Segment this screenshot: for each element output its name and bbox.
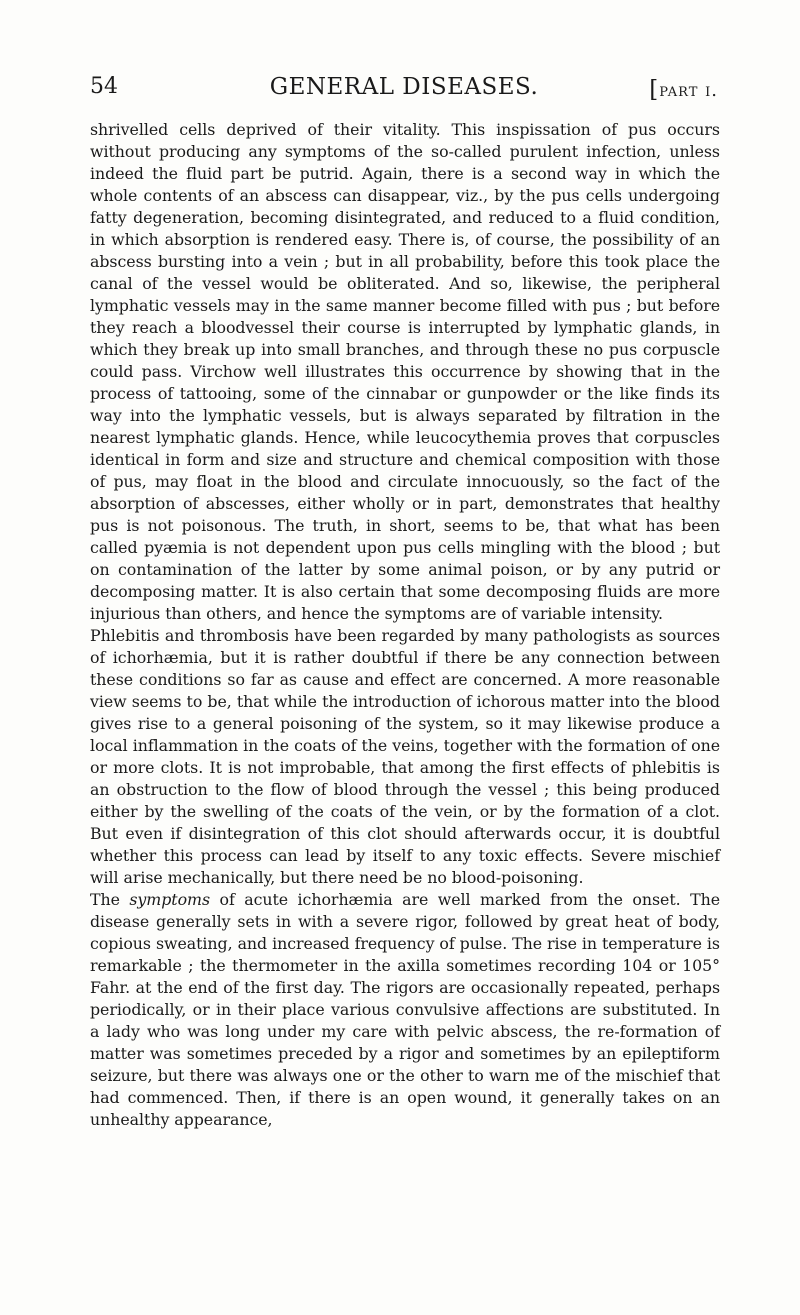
paragraph-3-prefix: The (90, 890, 130, 909)
body-text (90, 119, 720, 1131)
running-head (90, 74, 718, 104)
part-label-text: part i. (659, 80, 718, 101)
running-title: GENERAL DISEASES. (269, 74, 539, 100)
paragraph-1: shrivelled cells deprived of their vitality. This inspissation of pus occurs without producing any symptoms of the so-called purulent infection, unless indeed the fluid part be putrid. Again, there is a second way in which the whole contents of an abscess can disappear, viz., by the pus cells undergoing fatty degeneration, becoming disintegrated, and reduced to a fluid condition, in which absorption is rendered easy. There is, of course, the possibility of an abscess bursting into a vein ; but in all probability, before this took place the canal of the vessel would be obliterated. And so, likewise, the peripheral lymphatic vessels may in the same manner become filled with pus ; but before they reach a bloodvessel their course is interrupted by lymphatic glands, in which they break up into small branches, and through these no pus corpuscle could pass. Virchow well illustrates this occurrence by showing that in the process of tattooing, some of the cinnabar or gunpowder or the like finds its way into the lymphatic vessels, but is always separated by filtration in the nearest lymphatic glands. Hence, while leucocythemia proves that corpuscles identical in form and size and structure and chemical composition with those of pus, may float in the blood and circulate innocuously, so the fact of the absorption of abscesses, either wholly or in part, demonstrates that healthy pus is not poisonous. The truth, in short, seems to be, that what has been called pyæmia is not dependent upon pus cells mingling with the blood ; but on contamination of the latter by some animal poison, or by any putrid or decomposing matter. It is also certain that some decomposing fluids are more injurious than others, and hence the symptoms are of variable intensity. (90, 120, 720, 623)
paragraph-3-italic-lead: symptoms (129, 890, 211, 909)
part-label (649, 76, 718, 102)
paragraph-3 (90, 889, 720, 1131)
paragraph-3-text: of acute ichorhæmia are well marked from the onset. The disease generally sets in with a severe rigor, followed by great heat of body, copious sweating, and increased frequency of pulse. The rise in temperature is remarkable ; the thermometer in the axilla sometimes recording 104 or 105° Fahr. at the end of the first day. The rigors are occasionally repeated, perhaps periodically, or in their place various convulsive affections are substituted. In a lady who was long under my care with pelvic abscess, the re-formation of matter was sometimes preceded by a rigor and sometimes by an epileptiform seizure, but there was always one or the other to warn me of the mischief that had commenced. Then, if there is an open wound, it generally takes on an unhealthy appearance, (90, 890, 720, 1129)
part-bracket: [ (649, 77, 660, 103)
paragraph-2: Phlebitis and thrombosis have been regarded by many pathologists as sources of ichorhæmia, but it is rather doubtful if there be any connection between these conditions so far as cause and effect are concerned. A more reasonable view seems to be, that while the introduction of ichorous matter into the blood gives rise to a general poisoning of the system, so it may likewise produce a local inflammation in the coats of the veins, together with the formation of one or more clots. It is not improbable, that among the first effects of phlebitis is an obstruction to the flow of blood through the vessel ; this being produced either by the swelling of the coats of the vein, or by the formation of a clot. But even if disintegration of this clot should afterwards occur, it is doubtful whether this process can lead by itself to any toxic effects. Severe mischief will arise mechanically, but there need be no blood-poisoning. (90, 626, 720, 887)
page-number: 54 (90, 74, 118, 99)
